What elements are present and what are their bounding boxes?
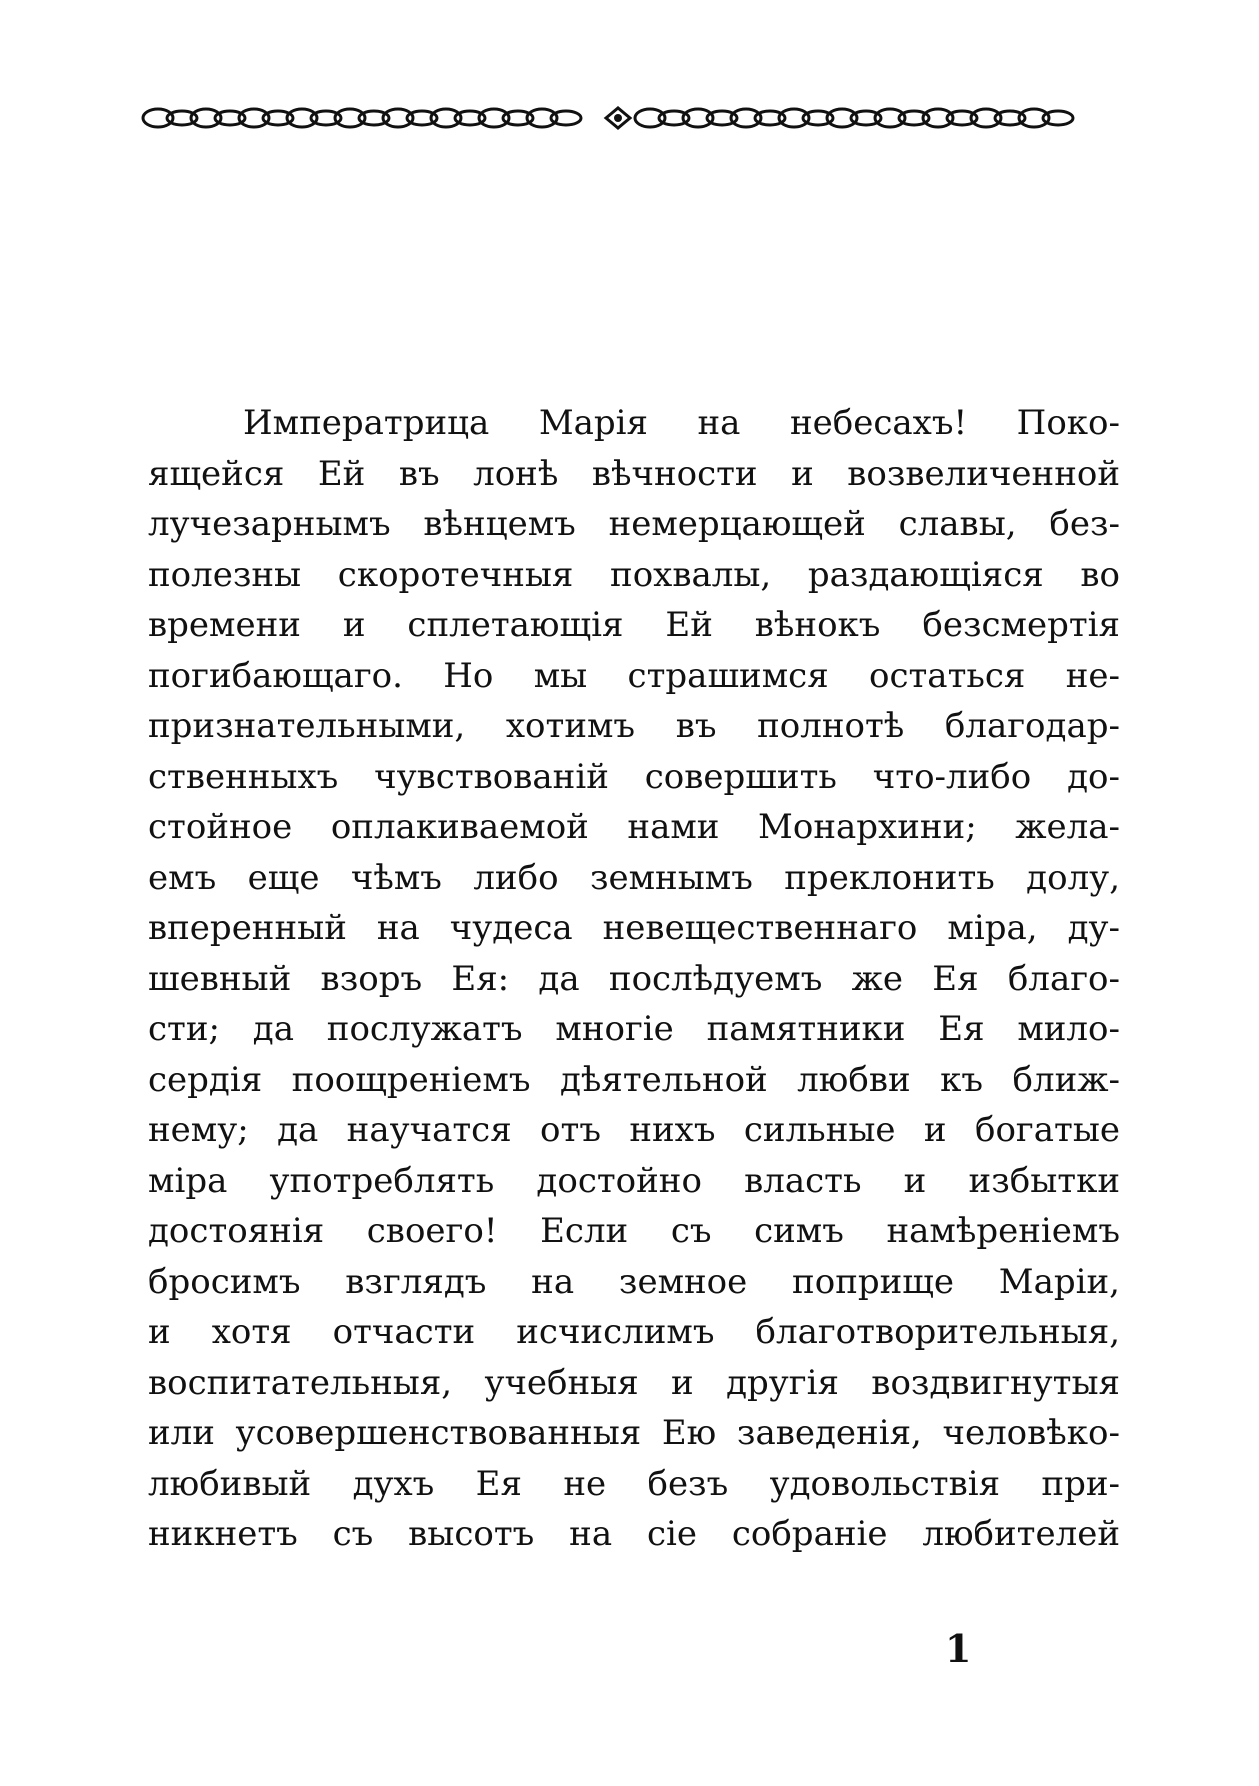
- text-line: времени и сплетающія Ей вѣнокъ безсмертія: [148, 605, 1120, 645]
- text-line: любивый духъ Ея не безъ удовольствія при-: [148, 1463, 1120, 1504]
- text-line: лучезарнымъ вѣнцемъ немерцающей славы, без-: [148, 504, 1120, 544]
- text-line: ственныхъ чувствованій совершить что-либо до-: [148, 756, 1120, 797]
- text-line: емъ еще чѣмъ либо земнымъ преклонить долу,: [148, 857, 1120, 898]
- text-line: ящейся Ей въ лонѣ вѣчности и возвеличенной: [148, 453, 1120, 494]
- text-line: погибающаго. Но мы страшимся остаться не-: [148, 655, 1120, 696]
- text-line: достоянія своего! Если съ симъ намѣреніемъ: [148, 1211, 1120, 1251]
- body-text: [148, 398, 1120, 1560]
- text-line: міра употреблять достойно власть и избытки: [148, 1160, 1120, 1201]
- text-line: никнетъ съ высотъ на сіе собраніе любителей: [148, 1514, 1120, 1554]
- ornament-center-flourish: [606, 108, 630, 128]
- text-line: сти; да послужатъ многіе памятники Ея мило-: [148, 1009, 1120, 1049]
- text-line: нему; да научатся отъ нихъ сильные и богатые: [148, 1110, 1120, 1150]
- text-line: сердія поощреніемъ дѣятельной любви къ ближ-: [148, 1059, 1120, 1100]
- ornament-chain-rule: [140, 98, 1095, 138]
- text-line: Императрица Марія на небесахъ! Поко-: [243, 403, 1120, 443]
- text-line: стойное оплакиваемой нами Монархини; жела-: [148, 807, 1120, 847]
- text-line: вперенный на чудеса невещественнаго міра, ду-: [148, 908, 1120, 948]
- page-number: 1: [945, 1626, 972, 1671]
- text-line: или усовершенствованныя Ею заведенія, человѣко-: [148, 1413, 1120, 1453]
- text-line: воспитательныя, учебныя и другія воздвигнутыя: [148, 1362, 1120, 1403]
- text-line: и хотя отчасти исчислимъ благотворительныя,: [148, 1312, 1120, 1352]
- text-line: бросимъ взглядъ на земное поприще Маріи,: [148, 1261, 1120, 1302]
- text-line: шевный взоръ Ея: да послѣдуемъ же Ея благо-: [148, 958, 1120, 999]
- text-line: признательными, хотимъ въ полнотѣ благодар-: [148, 706, 1120, 746]
- text-line: полезны скоротечныя похвалы, раздающіяся во: [148, 554, 1120, 595]
